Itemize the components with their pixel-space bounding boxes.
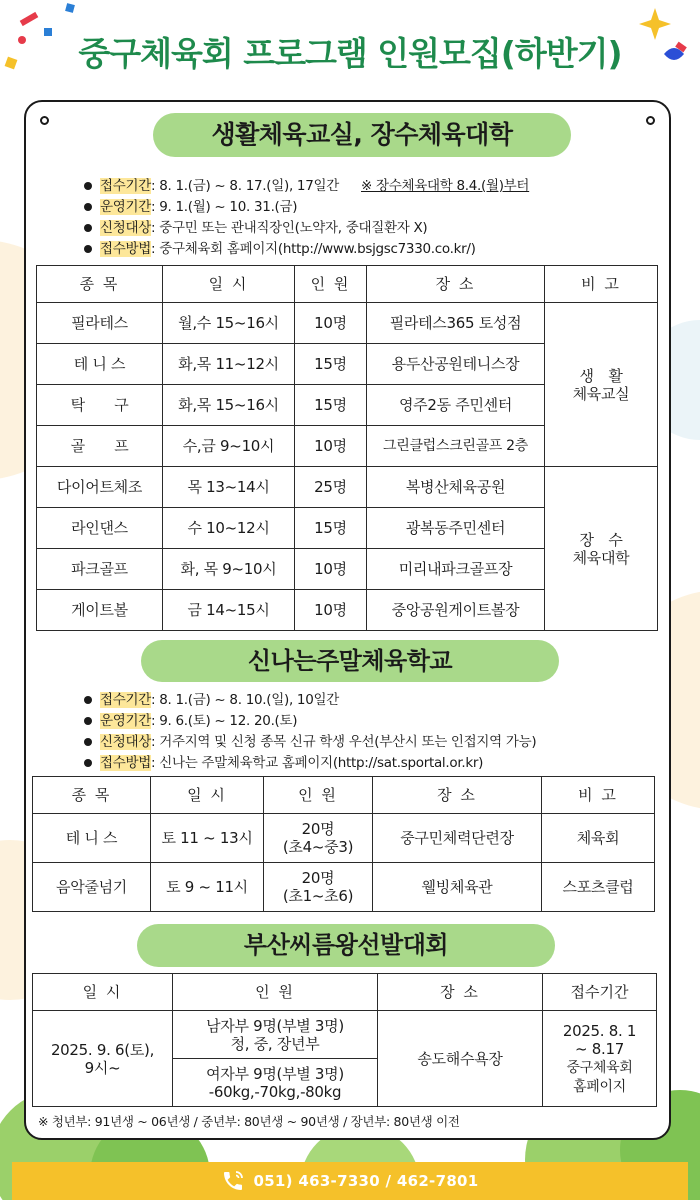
age-group-footnote: ※ 청년부: 91년생 ~ 06년생 / 중년부: 80년생 ~ 90년생 / 장년부: 80년생 이전 xyxy=(38,1114,460,1129)
remark-cell xyxy=(545,303,658,467)
info-label: 접수기간 xyxy=(100,178,151,194)
info-label: 운영기간 xyxy=(100,713,151,729)
count-cell: 25명 xyxy=(295,467,367,508)
event-cell: 골 프 xyxy=(37,426,163,467)
info-label: 접수방법 xyxy=(100,241,151,257)
count-cell: 15명 xyxy=(295,344,367,385)
event-cell: 테 니 스 xyxy=(33,814,151,863)
contact-phone[interactable]: 051) 463-7330 / 462-7801 xyxy=(253,1172,479,1190)
info-text: : 8. 1.(금) ~ 8. 17.(일), 17일간 xyxy=(150,178,339,194)
event-cell: 테 니 스 xyxy=(37,344,163,385)
time-cell: 토 9 ~ 11시 xyxy=(151,863,264,912)
women-cell xyxy=(173,1059,378,1107)
phone-icon xyxy=(221,1169,245,1193)
info-item xyxy=(84,218,529,239)
count-cell: 10명 xyxy=(295,590,367,631)
col-header: 일 시 xyxy=(33,974,173,1011)
men-cell xyxy=(173,1011,378,1059)
section-info-list xyxy=(84,176,529,260)
period-line: 2025. 8. 1 xyxy=(562,1021,637,1040)
col-header: 장 소 xyxy=(378,974,543,1011)
col-header: 일 시 xyxy=(163,266,295,303)
event-cell: 파크골프 xyxy=(37,549,163,590)
period-line: 홈페이지 xyxy=(573,1078,626,1095)
col-header: 인 원 xyxy=(295,266,367,303)
place-cell: 그린클럽스크린골프 2층 xyxy=(367,426,545,467)
section-heading: 생활체육교실, 장수체육대학 xyxy=(153,113,571,157)
event-cell: 게이트볼 xyxy=(37,590,163,631)
count-cell: 15명 xyxy=(295,508,367,549)
time-cell: 목 13~14시 xyxy=(163,467,295,508)
info-text: : 신나는 주말체육학교 홈페이지(http://sat.sportal.or.kr) xyxy=(150,755,484,771)
event-cell: 필라테스 xyxy=(37,303,163,344)
place-cell: 용두산공원테니스장 xyxy=(367,344,545,385)
info-label: 접수기간 xyxy=(100,692,151,708)
col-header: 비 고 xyxy=(545,266,658,303)
schedule-table xyxy=(36,265,658,631)
place-cell: 광복동주민센터 xyxy=(367,508,545,549)
table-row xyxy=(33,863,655,912)
count-cell xyxy=(264,814,373,863)
col-header: 접수기간 xyxy=(543,974,657,1011)
info-item xyxy=(84,197,529,218)
time-cell: 화,목 15~16시 xyxy=(163,385,295,426)
table-row xyxy=(33,814,655,863)
event-cell: 다이어트체조 xyxy=(37,467,163,508)
time-cell: 금 14~15시 xyxy=(163,590,295,631)
table-row xyxy=(33,1011,657,1059)
col-header: 장 소 xyxy=(373,777,542,814)
women-line: 여자부 9명(부별 3명) xyxy=(206,1064,344,1083)
remark-line: 장 수 xyxy=(579,530,623,549)
info-item xyxy=(84,176,529,197)
info-item xyxy=(84,732,536,753)
contact-bar xyxy=(12,1162,688,1200)
time-cell: 화,목 11~12시 xyxy=(163,344,295,385)
page-title: 중구체육회 프로그램 인원모집(하반기) xyxy=(78,34,622,73)
count-cell: 10명 xyxy=(295,426,367,467)
date-line: 2025. 9. 6(토), xyxy=(50,1040,155,1059)
count-cell: 15명 xyxy=(295,385,367,426)
date-line: 9시~ xyxy=(84,1058,121,1077)
section-info-list xyxy=(84,690,536,774)
col-header: 종 목 xyxy=(33,777,151,814)
place-cell: 중구민체력단련장 xyxy=(373,814,542,863)
remark-cell: 스포츠클럽 xyxy=(542,863,655,912)
wrestling-table xyxy=(32,973,657,1107)
count-sub: (초4~중3) xyxy=(282,838,354,856)
count-sub: (초1~초6) xyxy=(282,887,354,905)
place-cell: 미리내파크골프장 xyxy=(367,549,545,590)
info-item xyxy=(84,690,536,711)
info-text: : 중구체육회 홈페이지(http://www.bsjgsc7330.co.kr/) xyxy=(150,241,476,257)
table-row xyxy=(37,467,658,508)
event-cell: 라인댄스 xyxy=(37,508,163,549)
remark-line: 체육교실 xyxy=(572,384,630,403)
card-dot-left xyxy=(40,116,49,125)
col-header: 종 목 xyxy=(37,266,163,303)
time-cell: 토 11 ~ 13시 xyxy=(151,814,264,863)
place-cell: 필라테스365 토성점 xyxy=(367,303,545,344)
date-cell xyxy=(33,1011,173,1107)
remark-cell xyxy=(545,467,658,631)
info-label: 신청대상 xyxy=(100,220,151,236)
time-cell: 수 10~12시 xyxy=(163,508,295,549)
table-row xyxy=(37,303,658,344)
count-cell xyxy=(264,863,373,912)
men-line: 남자부 9명(부별 3명) xyxy=(206,1016,344,1035)
info-item xyxy=(84,711,536,732)
time-cell: 월,수 15~16시 xyxy=(163,303,295,344)
count-text: 20명 xyxy=(301,820,335,838)
place-cell: 중앙공원게이트볼장 xyxy=(367,590,545,631)
remark-cell: 체육회 xyxy=(542,814,655,863)
men-line: 청, 중, 장년부 xyxy=(230,1034,320,1053)
time-cell: 화, 목 9~10시 xyxy=(163,549,295,590)
remark-line: 체육대학 xyxy=(572,548,630,567)
info-text: : 9. 6.(토) ~ 12. 20.(토) xyxy=(150,713,298,729)
count-cell: 10명 xyxy=(295,303,367,344)
place-cell: 송도해수욕장 xyxy=(378,1011,543,1107)
info-item xyxy=(84,753,536,774)
event-cell: 음악줄넘기 xyxy=(33,863,151,912)
info-text: : 9. 1.(월) ~ 10. 31.(금) xyxy=(150,199,298,215)
col-header: 인 원 xyxy=(173,974,378,1011)
weekend-school-table xyxy=(32,776,655,912)
col-header: 일 시 xyxy=(151,777,264,814)
info-label: 접수방법 xyxy=(100,755,151,771)
count-cell: 10명 xyxy=(295,549,367,590)
info-note: ※ 장수체육대학 8.4.(월)부터 xyxy=(361,178,530,194)
count-text: 20명 xyxy=(301,869,335,887)
women-line: -60kg,-70kg,-80kg xyxy=(208,1082,342,1101)
period-line: 중구체육회 xyxy=(566,1059,633,1076)
col-header: 장 소 xyxy=(367,266,545,303)
section-heading: 신나는주말체육학교 xyxy=(141,640,559,682)
info-item xyxy=(84,239,529,260)
place-cell: 영주2동 주민센터 xyxy=(367,385,545,426)
info-label: 신청대상 xyxy=(100,734,151,750)
place-cell: 웰빙체육관 xyxy=(373,863,542,912)
col-header: 비 고 xyxy=(542,777,655,814)
info-text: : 8. 1.(금) ~ 8. 10.(일), 10일간 xyxy=(150,692,339,708)
remark-line: 생 활 xyxy=(579,366,623,385)
info-text: : 거주지역 및 신청 종목 신규 학생 우선(부산시 또는 인접지역 가능) xyxy=(150,734,537,750)
period-line: ~ 8.17 xyxy=(575,1039,624,1058)
time-cell: 수,금 9~10시 xyxy=(163,426,295,467)
info-text: : 중구민 또는 관내직장인(노약자, 중대질환자 X) xyxy=(150,220,428,236)
section-heading: 부산씨름왕선발대회 xyxy=(137,924,555,967)
event-cell: 탁 구 xyxy=(37,385,163,426)
col-header: 인 원 xyxy=(264,777,373,814)
info-label: 운영기간 xyxy=(100,199,151,215)
card-dot-right xyxy=(646,116,655,125)
period-cell xyxy=(543,1011,657,1107)
place-cell: 복병산체육공원 xyxy=(367,467,545,508)
